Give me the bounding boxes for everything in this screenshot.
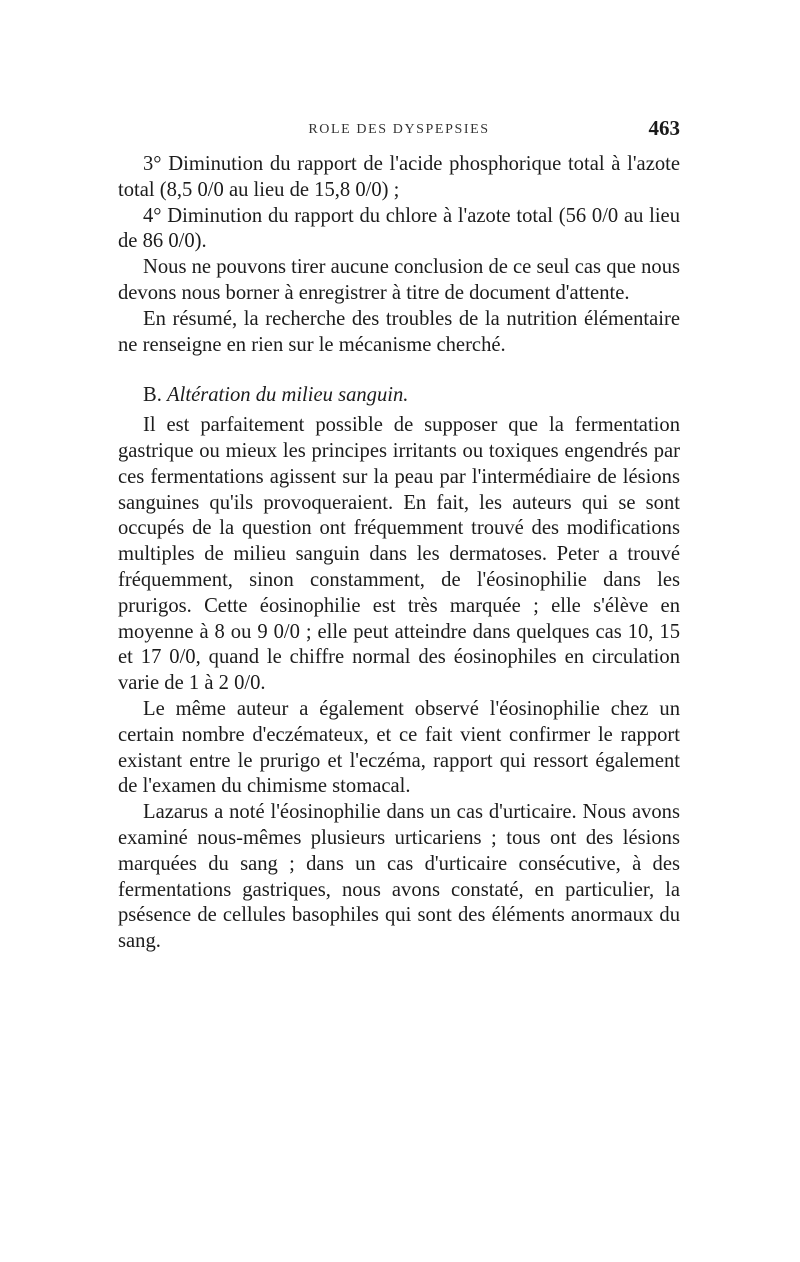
paragraph-diminution-phosphoric: 3° Diminution du rapport de l'acide phosphorique total à l'azote total (8,5 0/0 au lieu de 15,8 0/0) ; (118, 153, 680, 201)
subheading-letter: B. (143, 384, 162, 407)
page-number: 463 (648, 116, 680, 140)
subheading-title: Altération du milieu sanguin. (167, 384, 409, 407)
paragraph-urticaria: Lazarus a noté l'éosinophilie dans un cas d'urticaire. Nous avons examiné nous-mêmes plusieurs urticariens ; tous ont des lésions marquées du sang ; dans un cas d'urticaire consécutive, à des fermentations gastriques, nous avons constaté, en particulier, la psésence de cellules basophiles qui sont des éléments anormaux du sang. (118, 801, 680, 953)
paragraph-eczema: Le même auteur a également observé l'éosinophilie chez un certain nombre d'eczémateux, et ce fait vient confirmer le rapport existant entre le prurigo et l'eczéma, rapport qui ressort également de l'examen du chimisme stomacal. (118, 697, 680, 798)
paragraph-blood-alteration: Il est parfaitement possible de supposer que la fermentation gastrique ou mieux les principes irritants ou toxiques engendrés par ces fermentations agissent sur la peau par l'intermédiaire de lésions sanguines qu'ils provoqueraient. En fait, les auteurs qui se sont occupés de la question ont fréquemment trouvé des modifications multiples de milieu sanguin dans les dermatoses. Peter a trouvé fréquemment, sinon constamment, de l'éosinophilie dans les prurigos. Cette éosinophilie est très marquée ; elle s'élève en moyenne à 8 ou 9 0/0 ; elle peut atteindre dans quelques cas 10, 15 et 17 0/0, quand le chiffre normal des éosinophiles en circulation varie de 1 à 2 0/0. (118, 414, 680, 695)
paragraph-no-conclusion: Nous ne pouvons tirer aucune conclusion de ce seul cas que nous devons nous borner à enregistrer à titre de document d'attente. (118, 256, 681, 304)
section-subheading (118, 383, 680, 409)
body-text (118, 152, 680, 955)
running-title: ROLE DES DYSPEPSIES (308, 122, 490, 137)
paragraph-summary: En résumé, la recherche des troubles de la nutrition élémentaire ne renseigne en rien sur le mécanisme cherché. (118, 307, 680, 356)
running-head (118, 116, 680, 144)
paragraph-diminution-chlorine: 4° Diminution du rapport du chlore à l'azote total (56 0/0 au lieu de 86 0/0). (118, 204, 680, 253)
